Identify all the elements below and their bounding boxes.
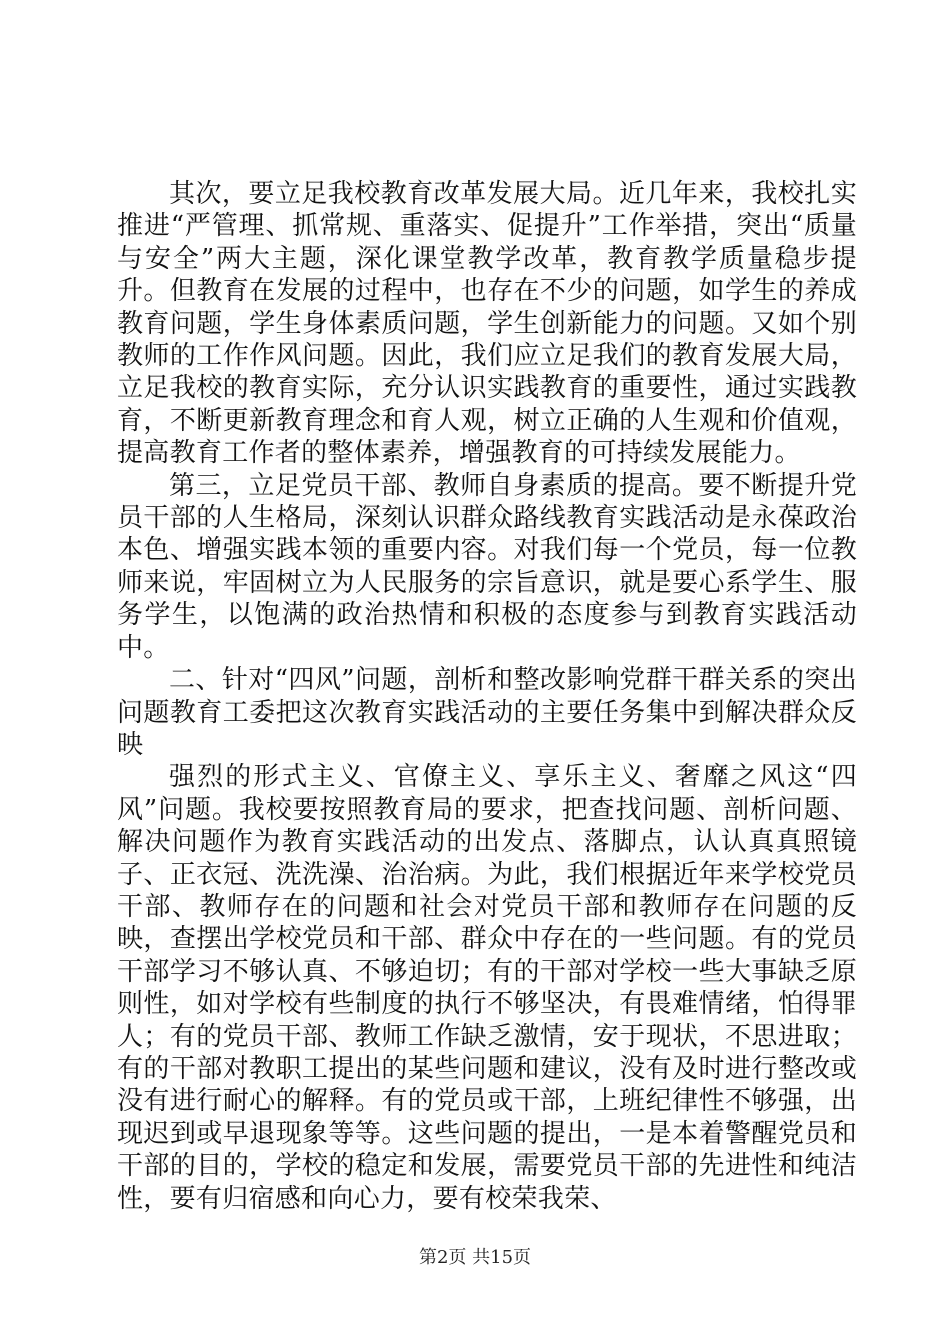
page-number-footer: 第2页 共15页	[418, 1247, 532, 1268]
paragraph-2: 第三，立足党员干部、教师自身素质的提高。要不断提升党员干部的人生格局，深刻认识群众路线教育实践活动是永葆政治本色、增强实践本领的重要内容。对我们每一个党员，每一位教师来说，牢固树立为人民服务的宗旨意识，就是要心系学生、服务学生，以饱满的政治热情和积极的态度参与到教育实践活动中。	[117, 470, 857, 663]
paragraph-4: 强烈的形式主义、官僚主义、享乐主义、奢靡之风这“四风”问题。我校要按照教育局的要求，把查找问题、剖析问题、解决问题作为教育实践活动的出发点、落脚点，认认真真照镜子、正衣冠、洗洗澡、治治病。为此，我们根据近年来学校党员干部、教师存在的问题和社会对党员干部和教师存在问题的反映，查摆出学校党员和干部、群众中存在的一些问题。有的党员干部学习不够认真、不够迫切；有的干部对学校一些大事缺乏原则性，如对学校有些制度的执行不够坚决，有畏难情绪，怕得罪人；有的党员干部、教师工作缺乏激情，安于现状，不思进取；有的干部对教职工提出的某些问题和建议，没有及时进行整改或没有进行耐心的解释。有的党员或干部，上班纪律性不够强，出现迟到或早退现象等等。这些问题的提出，一是本着警醒党员和干部的目的，学校的稳定和发展，需要党员干部的先进性和纯洁性，要有归宿感和向心力，要有校荣我荣、	[117, 762, 857, 1214]
paragraph-1: 其次，要立足我校教育改革发展大局。近几年来，我校扎实推进“严管理、抓常规、重落实、促提升”工作举措，突出“质量与安全”两大主题，深化课堂教学改革，教育教学质量稳步提升。但教育在发展的过程中，也存在不少的问题，如学生的养成教育问题，学生身体素质问题，学生创新能力的问题。又如个别教师的工作作风问题。因此，我们应立足我们的教育发展大局，立足我校的教育实际，充分认识实践教育的重要性，通过实践教育，不断更新教育理念和育人观，树立正确的人生观和价值观，提高教育工作者的整体素养，增强教育的可持续发展能力。	[117, 179, 857, 469]
document-body	[117, 178, 857, 1215]
paragraph-3: 二、针对“四风”问题，剖析和整改影响党群干群关系的突出问题教育工委把这次教育实践活动的主要任务集中到解决群众反映	[117, 665, 857, 760]
